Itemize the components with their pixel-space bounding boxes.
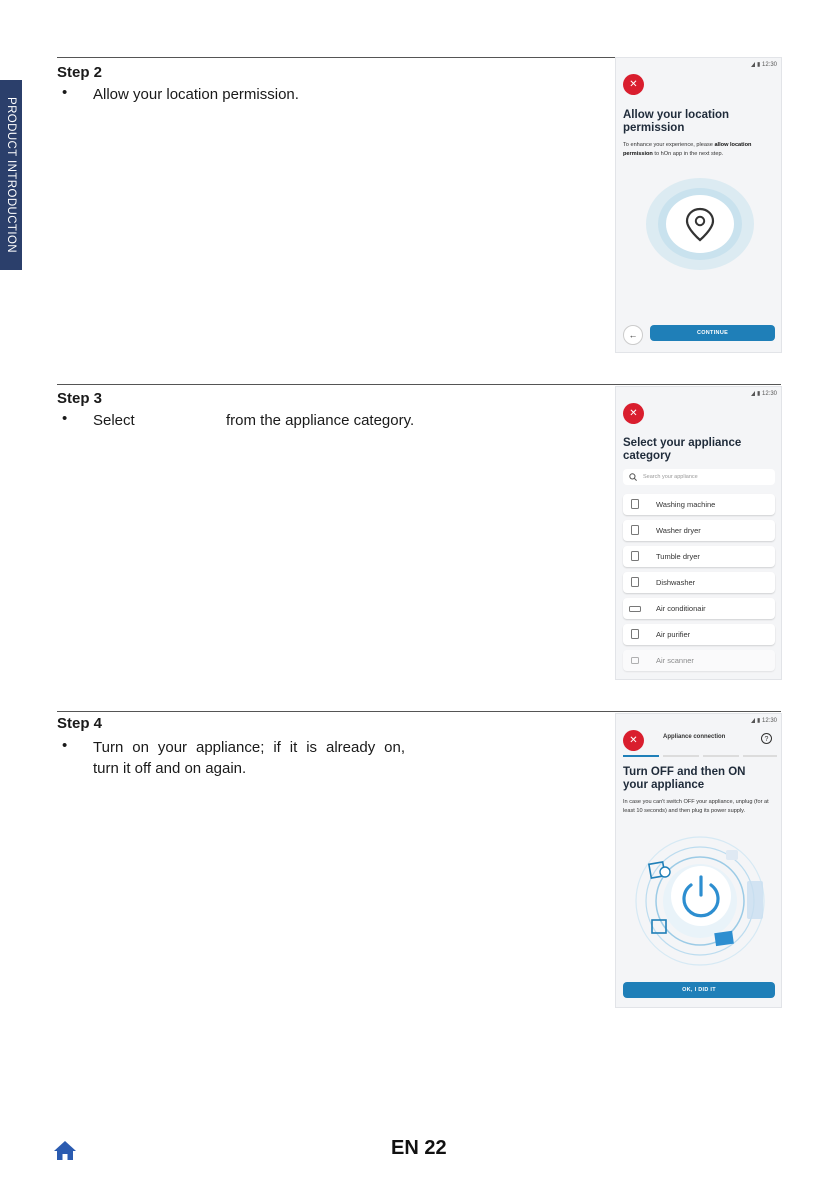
step-4-text: Turn on your appliance; if it is already on, turn it off and on again. — [93, 739, 405, 777]
category-item[interactable]: Washing machine — [623, 494, 775, 515]
close-icon[interactable]: ✕ — [623, 403, 644, 424]
page-number: EN 22 — [391, 1137, 447, 1159]
progress-segment — [703, 755, 739, 757]
bullet: • — [62, 84, 68, 101]
home-icon[interactable] — [53, 1140, 77, 1161]
screen-title: Turn OFF and then ON your appliance — [623, 766, 746, 791]
step-4-screenshot — [615, 713, 782, 1008]
power-illustration — [622, 835, 777, 967]
screen-title: Allow your location permission — [623, 109, 730, 134]
status-bar: ▮ 12:30 — [751, 61, 777, 68]
section-tab — [0, 80, 22, 270]
screen-title: Select your appliance category — [623, 437, 742, 462]
category-item[interactable]: Air purifier — [623, 624, 775, 645]
close-icon[interactable]: ✕ — [623, 730, 644, 751]
category-item[interactable]: Air conditionair — [623, 598, 775, 619]
step-2-text: Allow your location permission. — [93, 86, 299, 103]
search-icon — [629, 473, 637, 481]
screen-header: Appliance connection — [663, 734, 726, 740]
back-arrow-icon[interactable]: ← — [623, 325, 643, 345]
category-item[interactable]: Air scanner — [623, 650, 775, 671]
ok-i-did-it-button[interactable]: OK, I DID IT — [623, 982, 775, 998]
category-item[interactable]: Tumble dryer — [623, 546, 775, 567]
section-tab-label: PRODUCT INTRODUCTION — [5, 96, 17, 254]
step-3-screenshot — [615, 386, 782, 680]
divider — [57, 384, 781, 385]
category-item[interactable]: Washer dryer — [623, 520, 775, 541]
screen-body: To enhance your experience, please allow location permission to hOn app in the next step. — [623, 142, 752, 157]
close-icon[interactable]: ✕ — [623, 74, 644, 95]
status-bar: ▮ 12:30 — [751, 390, 777, 397]
screen-body: In case you can't switch OFF your appliance, unplug (for at least 10 seconds) and then plug its power supply. — [623, 799, 769, 814]
step-2-screenshot — [615, 57, 782, 353]
washer-dryer-icon — [631, 525, 639, 535]
bullet: • — [62, 737, 68, 754]
step-4-title: Step 4 — [57, 715, 103, 732]
location-illustration — [644, 176, 756, 272]
progress-segment-active — [623, 755, 659, 757]
status-bar: ▮ 12:30 — [751, 717, 777, 724]
progress-segment — [743, 755, 777, 757]
step-3-title: Step 3 — [57, 390, 103, 407]
dishwasher-icon — [631, 577, 639, 587]
air-conditioner-icon — [629, 606, 641, 612]
progress-segment — [663, 755, 699, 757]
continue-button[interactable]: CONTINUE — [650, 325, 775, 341]
washing-machine-icon — [631, 499, 639, 509]
divider — [57, 711, 781, 712]
step-2-title: Step 2 — [57, 64, 103, 81]
tumble-dryer-icon — [631, 551, 639, 561]
air-purifier-icon — [631, 629, 639, 639]
air-scanner-icon — [631, 657, 639, 664]
step-3-text-end: from the appliance category. — [226, 412, 415, 429]
category-item[interactable]: Dishwasher — [623, 572, 775, 593]
bullet: • — [62, 410, 68, 427]
help-icon[interactable]: ? — [761, 733, 772, 744]
step-3-text-start: Select — [93, 412, 135, 429]
search-input[interactable]: Search your appliance — [623, 469, 775, 485]
